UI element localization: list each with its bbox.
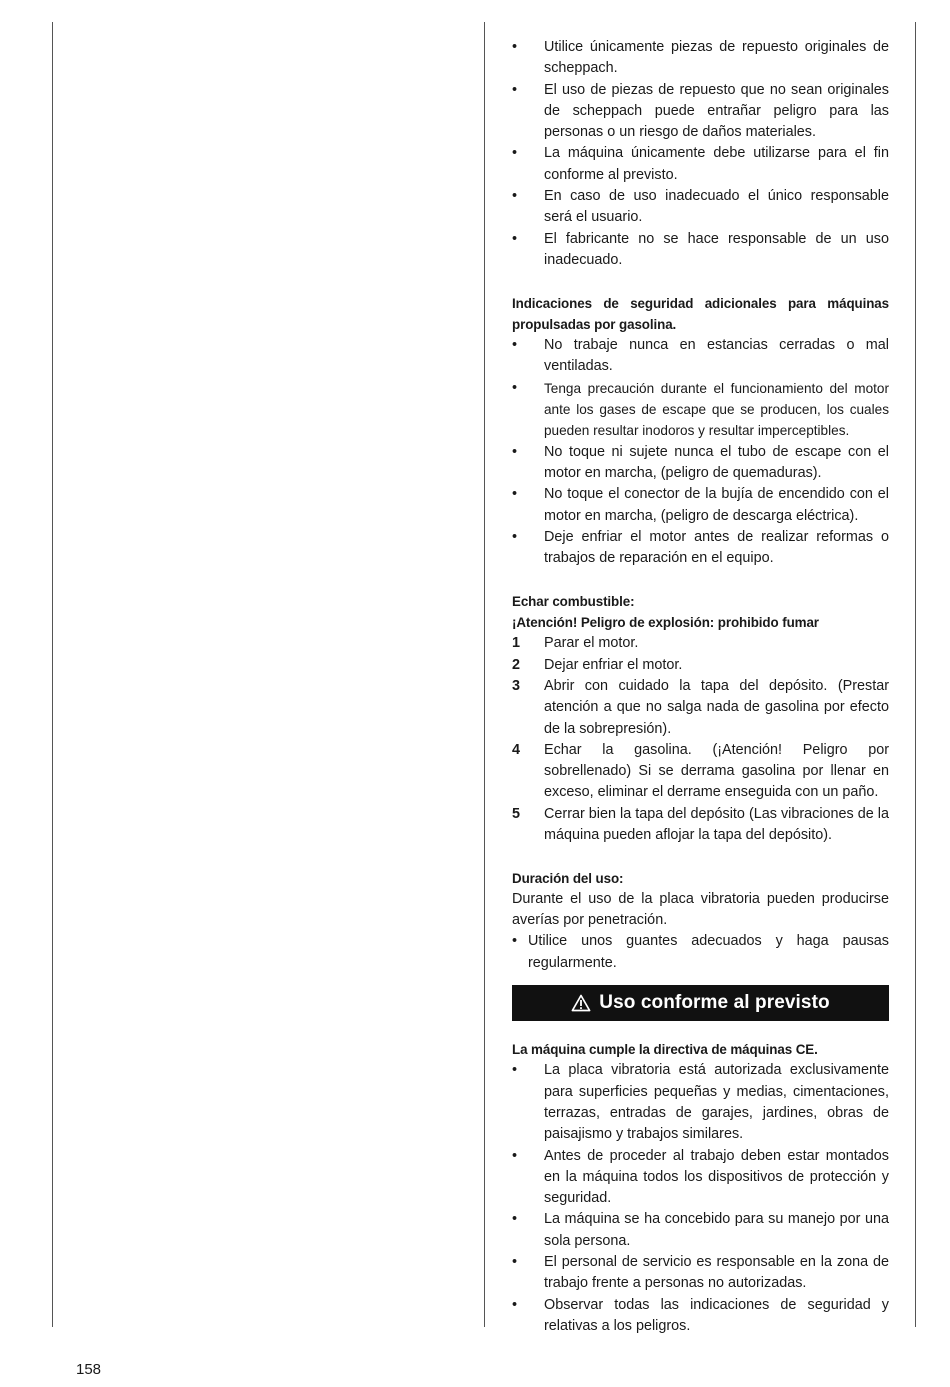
bullet-marker: • xyxy=(512,1211,518,1228)
bullet-marker: • xyxy=(512,39,518,55)
step-item xyxy=(512,676,889,740)
list-item-text: La máquina se ha concebido para su manejo por una sola persona. xyxy=(544,1211,889,1249)
bullet-marker: • xyxy=(512,443,518,460)
left-margin-rule xyxy=(52,22,53,1327)
step-number: 2 xyxy=(512,656,521,673)
step-item xyxy=(512,804,889,847)
list-item xyxy=(512,335,889,378)
petrol-safety-list xyxy=(512,335,889,569)
list-item-text: Deje enfriar el motor antes de realizar reformas o trabajos de reparación en el equipo. xyxy=(544,528,889,567)
bullet-marker: • xyxy=(512,1062,518,1079)
list-item xyxy=(512,37,889,80)
list-item-text: No toque ni sujete nunca el tubo de escape con el motor en marcha, (peligro de quemaduras). xyxy=(544,443,889,481)
petrol-safety-heading: Indicaciones de seguridad adicionales para máquinas propulsadas por gasolina. xyxy=(512,295,889,332)
list-item xyxy=(512,1252,889,1295)
step-text: Parar el motor. xyxy=(544,635,639,652)
right-margin-rule xyxy=(915,22,916,1327)
step-text: Dejar enfriar el motor. xyxy=(544,656,683,673)
bullet-marker: • xyxy=(512,188,518,205)
step-item xyxy=(512,740,889,804)
step-text: Cerrar bien la tapa del depósito (Las vibraciones de la máquina pueden aflojar la tapa del depósito). xyxy=(544,805,889,843)
list-item-text: En caso de uso inadecuado el único responsable será el usuario. xyxy=(544,188,889,226)
list-item xyxy=(512,229,889,272)
list-item xyxy=(512,1146,889,1210)
bullet-marker: • xyxy=(512,379,518,396)
list-item-text: No trabaje nunca en estancias cerradas o mal ventiladas. xyxy=(544,337,889,375)
bullet-marker: • xyxy=(512,486,518,503)
bullet-marker: • xyxy=(512,1147,518,1164)
list-item-text: Antes de proceder al trabajo deben estar montados en la máquina todos los dispositivos de protección y seguridad. xyxy=(544,1147,889,1207)
refuel-warning: ¡Atención! Peligro de explosión: prohibido fumar xyxy=(512,615,819,631)
list-item-text: El personal de servicio es responsable en la zona de trabajo frente a personas no autorizadas. xyxy=(544,1254,889,1292)
step-number: 5 xyxy=(512,805,521,822)
refuel-heading: Echar combustible: xyxy=(512,593,635,609)
list-item-text: No toque el conector de la bujía de encendido con el motor en marcha, (peligro de descarga eléctrica). xyxy=(544,486,889,524)
bullet-marker: • xyxy=(512,1296,518,1313)
list-item xyxy=(512,378,889,442)
list-item-text: El fabricante no se hace responsable de un uso inadecuado. xyxy=(544,230,889,268)
list-item xyxy=(512,1295,889,1338)
list-item-text: La máquina únicamente debe utilizarse para el fin conforme al previsto. xyxy=(544,145,889,183)
usage-duration-heading: Duración del uso: xyxy=(512,870,624,886)
list-item-text: El uso de piezas de repuesto que no sean originales de scheppach puede entrañar peligro para las personas o un riesgo de daños materiales. xyxy=(544,81,889,141)
section-banner xyxy=(512,985,889,1021)
list-item xyxy=(512,1060,889,1145)
list-item xyxy=(512,186,889,229)
step-number: 1 xyxy=(512,635,521,652)
usage-duration-paragraph: Durante el uso de la placa vibratoria pueden producirse averías por penetración. xyxy=(512,890,889,929)
column-divider-rule xyxy=(484,22,485,1327)
intended-use-list xyxy=(512,1060,889,1337)
bullet-marker: • xyxy=(512,528,518,545)
text-column xyxy=(512,37,889,1337)
bullet-marker: • xyxy=(512,230,518,247)
bullet-marker: • xyxy=(512,1254,518,1271)
page-number: 158 xyxy=(76,1361,102,1378)
list-item-text: Tenga precaución durante el funcionamiento del motor ante los gases de escape que se producen, los cuales pueden resultar inodoros y resultar imperceptibles. xyxy=(544,380,889,439)
banner-title: Uso conforme al previsto xyxy=(599,992,830,1014)
list-item xyxy=(512,80,889,144)
bullet-marker: • xyxy=(512,933,518,950)
list-item-text: Observar todas las indicaciones de seguridad y relativas a los peligros. xyxy=(544,1296,889,1334)
warning-triangle-icon xyxy=(571,994,591,1012)
list-item-text: Utilice unos guantes adecuados y haga pausas regularmente. xyxy=(528,933,889,971)
list-item-text: La placa vibratoria está autorizada exclusivamente para superficies pequeñas y medias, cimentaciones, terrazas, entradas de garajes, jardines, obras de paisajismo y trabajos similares. xyxy=(544,1062,889,1143)
list-item xyxy=(512,931,889,974)
step-number: 4 xyxy=(512,741,521,758)
step-number: 3 xyxy=(512,677,521,694)
step-text: Abrir con cuidado la tapa del depósito. (Prestar atención a que no salga nada de gasolina por efecto de la sobrepresión). xyxy=(544,677,889,737)
list-item xyxy=(512,442,889,485)
list-item xyxy=(512,527,889,570)
bullet-marker: • xyxy=(512,337,518,354)
step-item xyxy=(512,655,889,676)
step-text: Echar la gasolina. (¡Atención! Peligro por sobrellenado) Si se derrama gasolina por llenar en exceso, eliminar el derrame enseguida con un paño. xyxy=(544,741,889,801)
ce-directive-heading: La máquina cumple la directiva de máquinas CE. xyxy=(512,1042,818,1058)
list-item xyxy=(512,484,889,527)
bullet-marker: • xyxy=(512,81,518,98)
list-item xyxy=(512,1209,889,1252)
spare-parts-list xyxy=(512,37,889,271)
list-item-text: Utilice únicamente piezas de repuesto originales de scheppach. xyxy=(544,39,889,77)
bullet-marker: • xyxy=(512,145,518,162)
refuel-steps-list xyxy=(512,633,889,846)
step-item xyxy=(512,633,889,654)
list-item xyxy=(512,143,889,186)
